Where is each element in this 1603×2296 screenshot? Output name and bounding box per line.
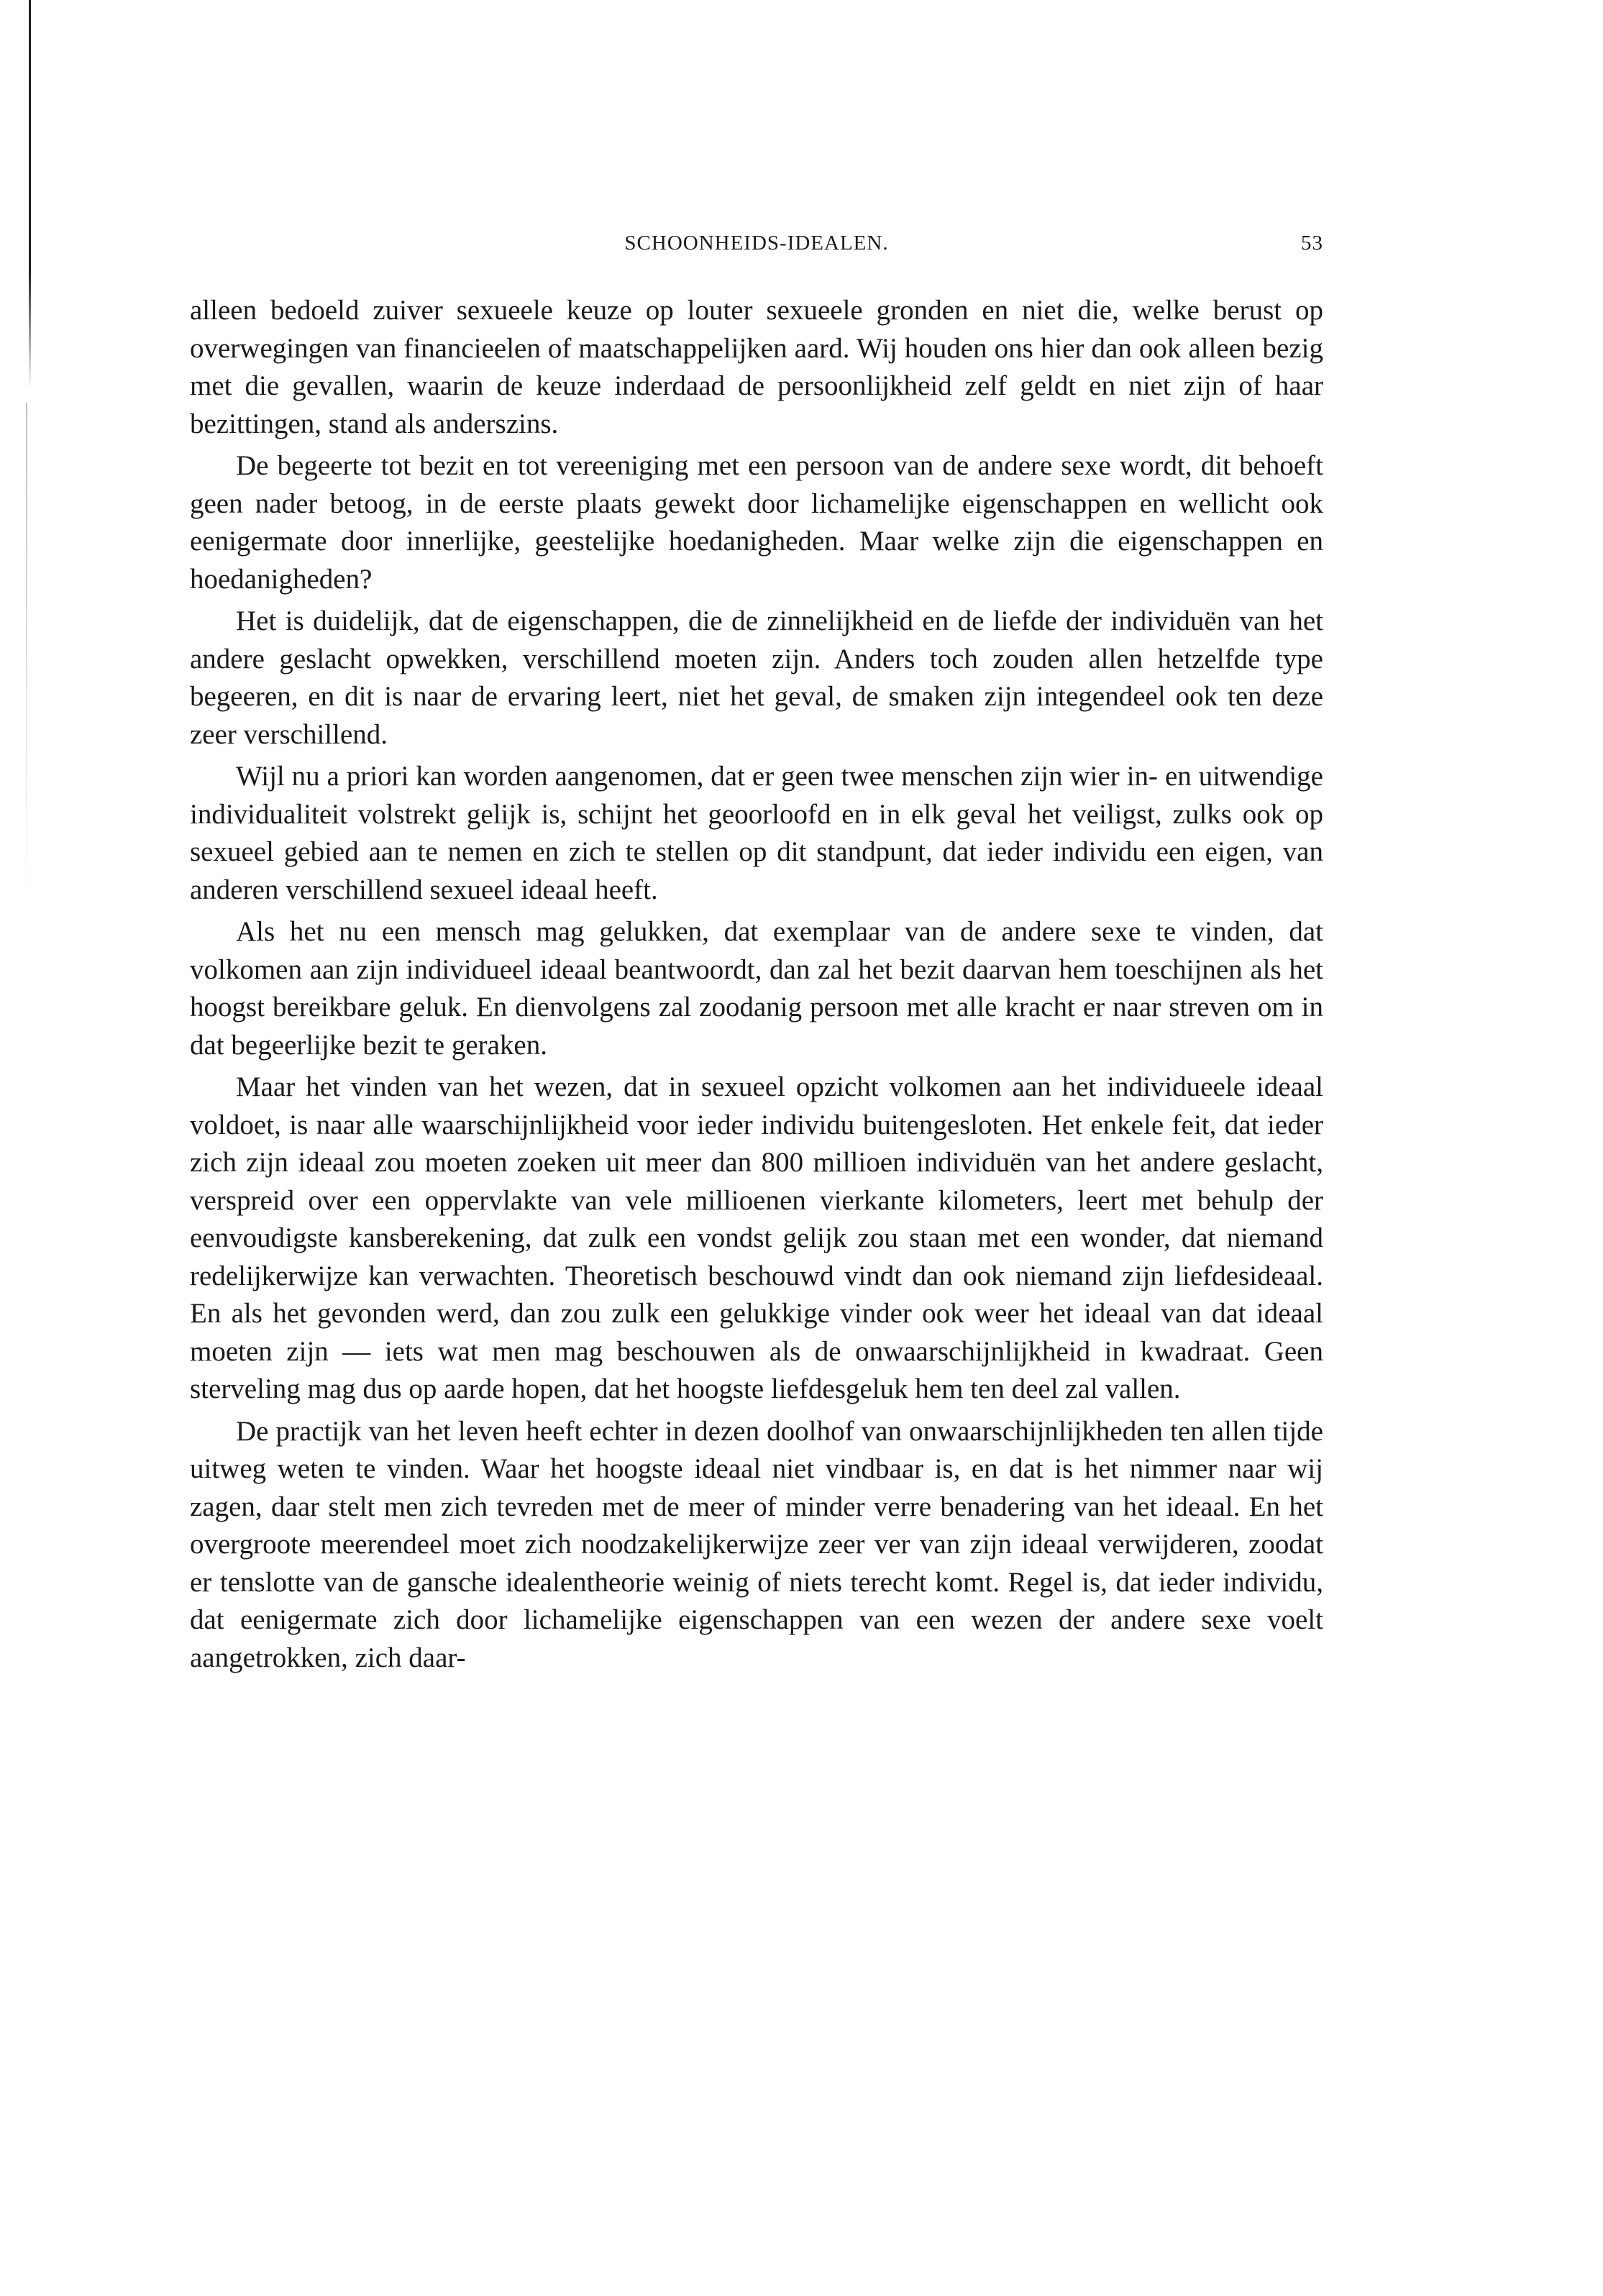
page-binding-shadow: [26, 403, 27, 906]
running-head-title: SCHOONHEIDS-IDEALEN.: [624, 232, 889, 255]
paragraph-5: Als het nu een mensch mag gelukken, dat exemplaar van de andere sexe te vinden, dat volkomen aan zijn individueel ideaal beantwoordt, dan zal het bezit daarvan hem toeschijnen als het hoogst bereikbare geluk. En dienvolgens zal zoodanig persoon met alle kracht er naar streven om in dat begeerlijke bezit te geraken.: [190, 916, 1323, 1061]
running-head: [190, 232, 1323, 267]
body-text: [190, 292, 1323, 1677]
page-binding-edge: [29, 0, 31, 388]
paragraph-1: alleen bedoeld zuiver sexueele keuze op louter sexueele gronden en niet die, welke berust op overwegingen van financieelen of maatschappelijken aard. Wij houden ons hier dan ook alleen bezig met die gevallen, waarin de keuze inderdaad de persoonlijkheid zelf geldt en niet zijn of haar bezittingen, stand als anderszins.: [190, 295, 1323, 439]
paragraph-7: De practijk van het leven heeft echter in dezen doolhof van onwaarschijnlijkheden ten allen tijde uitweg weten te vinden. Waar het hoogste ideaal niet vindbaar is, en dat is het nimmer naar wij zagen, daar stelt men zich tevreden met de meer of minder verre benadering van het ideaal. En het overgroote meerendeel moet zich noodzakelijkerwijze zeer ver van zijn ideaal verwijderen, zoodat er tenslotte van de gansche idealentheorie weinig of niets terecht komt. Regel is, dat ieder individu, dat eenigermate zich door lichamelijke eigenschappen van een wezen der andere sexe voelt aangetrokken, zich daar-: [190, 1415, 1323, 1673]
paragraph-6: Maar het vinden van het wezen, dat in sexueel opzicht volkomen aan het individueele ideaal voldoet, is naar alle waarschijnlijkheid voor ieder individu buitengesloten. Het enkele feit, dat ieder zich zijn ideaal zou moeten zoeken uit meer dan 800 millioen individuën van het andere geslacht, verspreid over een oppervlakte van vele millioenen vierkante kilometers, leert met behulp der eenvoudigste kansberekening, dat zulk een vondst gelijk zou staan met een wonder, dat niemand redelijkerwijze kan verwachten. Theoretisch beschouwd vindt dan ook niemand zijn liefdesideaal. En als het gevonden werd, dan zou zulk een gelukkige vinder ook weer het ideaal van dat ideaal moeten zijn — iets wat men mag beschouwen als de onwaarschijnlijkheid in kwadraat. Geen sterveling mag dus op aarde hopen, dat het hoogste liefdesgeluk hem ten deel zal vallen.: [190, 1071, 1323, 1404]
paragraph-2: De begeerte tot bezit en tot vereeniging met een persoon van de andere sexe wordt, dit behoeft geen nader betoog, in de eerste plaats gewekt door lichamelijke eigenschappen en wellicht ook eenigermate door innerlijke, geestelijke hoedanigheden. Maar welke zijn die eigenschappen en hoedanigheden?: [190, 450, 1323, 595]
book-page: [190, 232, 1323, 1677]
paragraph-3: Het is duidelijk, dat de eigenschappen, die de zinnelijkheid en de liefde der individuën van het andere geslacht opwekken, verschillend moeten zijn. Anders toch zouden allen hetzelfde type begeeren, en dit is naar de ervaring leert, niet het geval, de smaken zijn integendeel ook ten deze zeer verschillend.: [190, 605, 1323, 750]
paragraph-4: Wijl nu a priori kan worden aangenomen, dat er geen twee menschen zijn wier in- en uitwendige individualiteit volstrekt gelijk is, schijnt het geoorloofd en in elk geval het veiligst, zulks ook op sexueel gebied aan te nemen en zich te stellen op dit standpunt, dat ieder individu een eigen, van anderen verschillend sexueel ideaal heeft.: [190, 761, 1323, 905]
page-number: 53: [1301, 232, 1323, 255]
